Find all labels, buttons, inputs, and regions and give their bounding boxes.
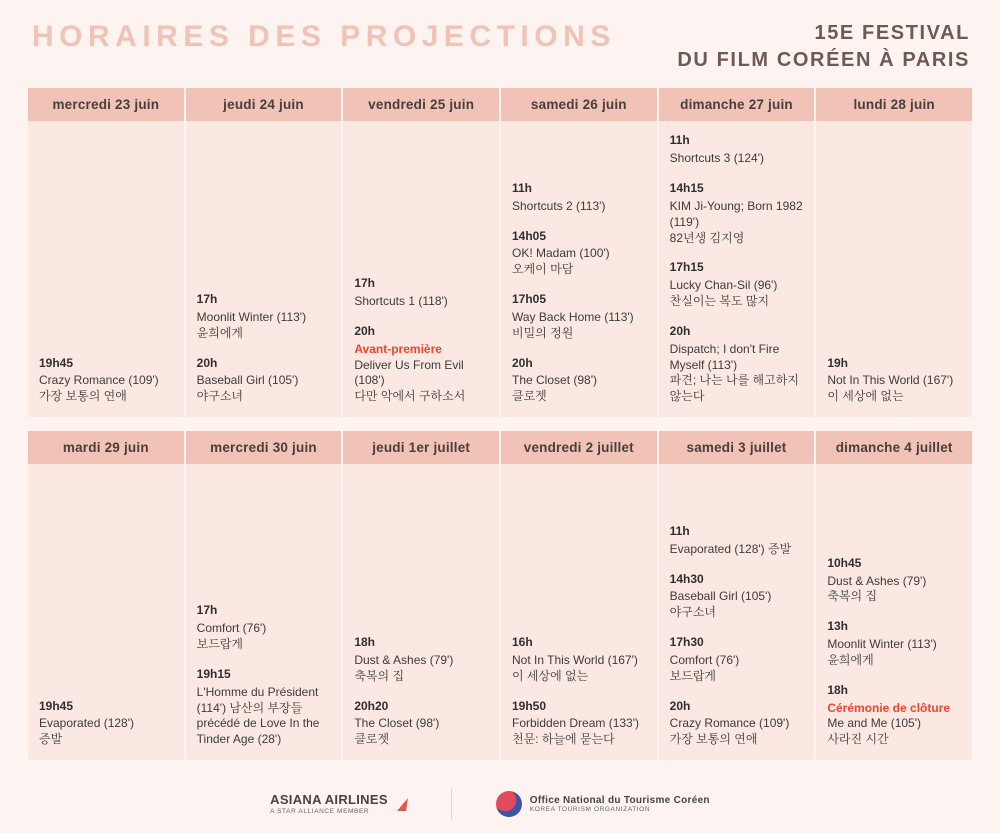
screening-time: 11h <box>669 523 690 538</box>
screening-title-korean: 클로젯 <box>354 732 390 747</box>
day-spacer <box>354 131 488 276</box>
screening-entry[interactable] <box>512 635 646 684</box>
screening-title-korean: 찬실이는 복도 많지 <box>669 294 770 309</box>
sponsor-asiana-airlines <box>270 793 407 814</box>
day-column <box>501 88 657 417</box>
screening-time: 17h15 <box>669 260 704 275</box>
day-screenings <box>659 464 815 760</box>
day-spacer <box>827 474 961 556</box>
day-screenings <box>186 464 342 760</box>
schedule-week-2 <box>28 431 972 760</box>
screening-title: Moonlit Winter (113') <box>196 309 307 324</box>
screening-title-korean: 증발 <box>39 732 63 747</box>
screening-entry[interactable] <box>512 292 646 341</box>
screening-title: Lucky Chan-Sil (96') <box>669 278 778 293</box>
screening-title: Shortcuts 1 (118') <box>354 294 448 309</box>
screening-title: Baseball Girl (105') <box>196 373 299 388</box>
screening-title: L'Homme du Président (114') 남산의 부장들 précédé de Love In the Tinder Age (28') <box>196 684 320 747</box>
day-header: samedi 26 juin <box>501 88 657 121</box>
screening-time: 19h45 <box>39 698 74 713</box>
day-header: mercredi 23 juin <box>28 88 184 121</box>
day-header: vendredi 2 juillet <box>501 431 657 464</box>
page-header <box>28 0 972 88</box>
day-screenings <box>501 464 657 760</box>
day-spacer <box>827 131 961 356</box>
screening-title: Deliver Us From Evil (108') <box>354 357 464 388</box>
screening-title: The Closet (98') <box>354 716 440 731</box>
screening-title: Shortcuts 2 (113') <box>512 198 606 213</box>
screening-title: The Closet (98') <box>512 373 597 388</box>
screening-title-korean: 천문: 하늘에 묻는다 <box>512 732 615 747</box>
footer-divider <box>451 789 452 819</box>
day-header: mercredi 30 juin <box>186 431 342 464</box>
day-header: vendredi 25 juin <box>343 88 499 121</box>
day-column <box>186 431 342 760</box>
screening-entry[interactable] <box>827 356 961 405</box>
day-column <box>501 431 657 760</box>
screening-title: Evaporated (128') <box>39 716 135 731</box>
screening-title: Me and Me (105') <box>827 716 921 731</box>
screening-title-korean: 야구소녀 <box>669 605 717 620</box>
page-title: HORAIRES DES PROJECTIONS <box>32 20 616 53</box>
day-spacer <box>354 474 488 635</box>
day-screenings <box>816 121 972 417</box>
day-spacer <box>512 131 646 181</box>
festival-title <box>677 18 972 74</box>
day-column <box>28 88 184 417</box>
asiana-name: ASIANA AIRLINES <box>270 792 388 808</box>
screening-title-korean: 다만 악에서 구하소서 <box>354 389 466 404</box>
day-screenings <box>501 121 657 417</box>
screening-title: Moonlit Winter (113') <box>827 637 937 652</box>
screening-title-korean: 클로젯 <box>512 389 547 404</box>
screening-time: 14h05 <box>512 228 547 243</box>
screening-time: 17h <box>196 292 218 307</box>
screening-time: 18h <box>354 635 376 650</box>
screening-title-korean: 윤희에게 <box>827 652 874 667</box>
day-spacer <box>39 131 173 356</box>
screening-time: 14h15 <box>669 181 704 196</box>
screening-entry[interactable] <box>827 683 961 748</box>
screening-time: 19h15 <box>196 666 231 681</box>
screening-tag: Cérémonie de clôture <box>827 700 951 715</box>
asiana-subtitle: A STAR ALLIANCE MEMBER <box>270 807 370 815</box>
screening-entry[interactable] <box>39 356 173 405</box>
day-header: mardi 29 juin <box>28 431 184 464</box>
screening-time: 19h50 <box>512 698 547 713</box>
screening-time: 11h <box>669 133 690 148</box>
festival-title-line1: 15E FESTIVAL <box>814 22 970 44</box>
screening-title: Shortcuts 3 (124') <box>669 151 764 166</box>
screening-title: Dispatch; I don't Fire Myself (113') <box>669 341 780 372</box>
screening-entry[interactable] <box>354 324 488 405</box>
day-header: jeudi 1er juillet <box>343 431 499 464</box>
screening-entry[interactable] <box>512 229 646 278</box>
screening-entry[interactable] <box>670 260 804 309</box>
screening-time: 20h <box>196 355 218 370</box>
screening-time: 17h30 <box>669 635 704 650</box>
screening-entry[interactable] <box>354 276 488 310</box>
screening-time: 11h <box>512 180 533 195</box>
screening-time: 20h <box>354 323 376 338</box>
kto-subtitle: KOREA TOURISM ORGANIZATION <box>529 805 651 813</box>
day-header: samedi 3 juillet <box>659 431 815 464</box>
screening-title-korean: 이 세상에 없는 <box>512 668 589 683</box>
screening-entry[interactable] <box>512 181 646 215</box>
screening-title-korean: 축복의 집 <box>827 589 878 604</box>
day-column <box>343 431 499 760</box>
screening-entry[interactable] <box>197 603 331 652</box>
day-column <box>816 431 972 760</box>
screening-title-korean: 야구소녀 <box>196 389 244 404</box>
taegeuk-icon <box>496 791 522 817</box>
screening-tag: Avant-première <box>354 341 442 356</box>
sponsor-footer <box>0 789 1000 819</box>
screening-title-korean: 사라진 시간 <box>827 732 889 747</box>
screening-time: 20h <box>669 323 691 338</box>
screening-title: Comfort (76') <box>669 652 740 667</box>
screening-time: 17h <box>196 603 218 618</box>
screening-entry[interactable] <box>512 356 646 405</box>
screening-entry[interactable] <box>670 181 804 246</box>
day-column <box>659 431 815 760</box>
screening-entry[interactable] <box>354 699 488 748</box>
screening-time: 17h <box>354 276 376 291</box>
screening-time: 20h <box>512 355 533 370</box>
screening-entry[interactable] <box>670 133 804 167</box>
screening-entry[interactable] <box>827 619 961 668</box>
asiana-wing-icon <box>397 798 408 811</box>
screening-title-korean: 축복의 집 <box>354 668 405 683</box>
screening-entry[interactable] <box>670 572 804 621</box>
screening-entry[interactable] <box>197 356 331 405</box>
screening-title: Evaporated (128') 증발 <box>669 541 792 556</box>
day-screenings <box>343 464 499 760</box>
kto-name: Office National du Tourisme Coréen <box>529 794 710 806</box>
screening-title-korean: 보드랍게 <box>196 637 244 652</box>
screening-title: Dust & Ashes (79') <box>354 652 454 667</box>
screening-title: Baseball Girl (105') <box>669 589 772 604</box>
screening-title: Not In This World (167') <box>512 652 638 667</box>
screening-title: OK! Madam (100') <box>512 246 610 261</box>
screening-entry[interactable] <box>670 324 804 405</box>
screening-title-korean: 윤희에게 <box>196 325 244 340</box>
screening-title-korean: 파견; 나는 나를 해고하지 않는다 <box>669 373 799 404</box>
screening-title-korean: 이 세상에 없는 <box>827 389 904 404</box>
day-screenings <box>816 464 972 760</box>
day-spacer <box>39 474 173 699</box>
day-screenings <box>659 121 815 417</box>
day-screenings <box>28 464 184 760</box>
day-spacer <box>512 474 646 635</box>
screening-entry[interactable] <box>827 556 961 605</box>
day-column <box>28 431 184 760</box>
day-header: dimanche 4 juillet <box>816 431 972 464</box>
day-column <box>343 88 499 417</box>
screening-time: 18h <box>827 682 849 697</box>
screening-title: Crazy Romance (109') <box>669 716 790 731</box>
asiana-text-block <box>270 793 388 814</box>
day-screenings <box>186 121 342 417</box>
screening-time: 16h <box>512 635 533 650</box>
screening-time: 19h <box>827 355 849 370</box>
screening-title-korean: 82년생 김지영 <box>669 230 745 245</box>
screening-entry[interactable] <box>670 635 804 684</box>
screening-entry[interactable] <box>512 699 646 748</box>
screening-entry[interactable] <box>39 699 173 748</box>
screening-title-korean: 오케이 마담 <box>512 262 574 277</box>
screening-time: 14h30 <box>669 571 704 586</box>
day-screenings <box>343 121 499 417</box>
day-header: dimanche 27 juin <box>659 88 815 121</box>
day-spacer <box>197 474 331 603</box>
schedule-week-1 <box>28 88 972 417</box>
screening-title: Crazy Romance (109') <box>39 373 159 388</box>
day-spacer <box>670 474 804 524</box>
screening-entry[interactable] <box>354 635 488 684</box>
screening-time: 10h45 <box>827 555 862 570</box>
screening-time: 20h20 <box>354 698 389 713</box>
screening-title-korean: 비밀의 정원 <box>512 325 574 340</box>
screening-title-korean: 가장 보통의 연애 <box>669 732 758 747</box>
screening-time: 17h05 <box>512 292 547 307</box>
screening-title-korean: 보드랍게 <box>669 668 717 683</box>
screening-entry[interactable] <box>670 699 804 748</box>
day-spacer <box>197 131 331 292</box>
festival-title-line2: DU FILM CORÉEN À PARIS <box>677 49 970 71</box>
day-column <box>186 88 342 417</box>
screening-time: 19h45 <box>39 355 74 370</box>
kto-text-block <box>530 795 710 813</box>
day-column <box>659 88 815 417</box>
day-header: lundi 28 juin <box>816 88 972 121</box>
screening-time: 20h <box>669 698 691 713</box>
day-header: jeudi 24 juin <box>186 88 342 121</box>
day-column <box>816 88 972 417</box>
screening-entry[interactable] <box>197 667 331 748</box>
screening-title: Comfort (76') <box>196 621 267 636</box>
screening-title: Forbidden Dream (133') <box>512 716 640 731</box>
screening-entry[interactable] <box>197 292 331 341</box>
screening-title: Dust & Ashes (79') <box>827 573 927 588</box>
sponsor-korea-tourism <box>496 791 710 817</box>
screening-time: 13h <box>827 619 849 634</box>
screening-title: KIM Ji-Young; Born 1982 (119') <box>669 198 803 229</box>
screening-title: Way Back Home (113') <box>512 309 634 324</box>
screening-title: Not In This World (167') <box>827 373 954 388</box>
screening-entry[interactable] <box>670 524 804 558</box>
screening-title-korean: 가장 보통의 연애 <box>39 389 127 404</box>
day-screenings <box>28 121 184 417</box>
